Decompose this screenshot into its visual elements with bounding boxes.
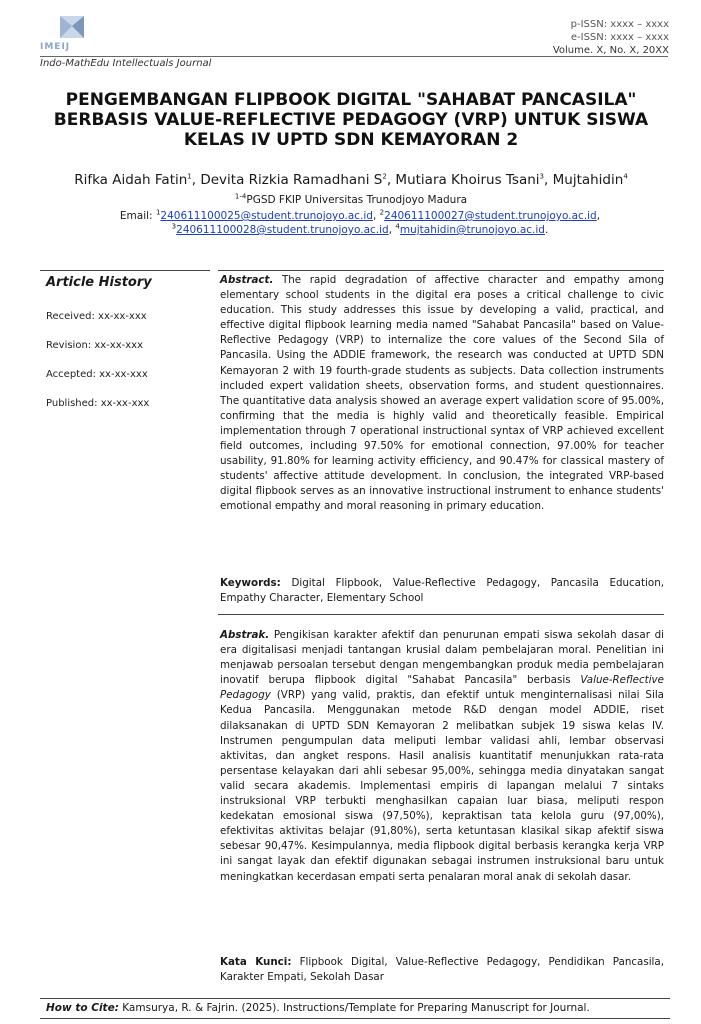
email-sup: 3 bbox=[171, 222, 177, 231]
abstrak-text-after: (VRP) yang valid, praktis, dan efektif untuk menginternalisasi nilai Sila Kedua Pancasila. Menggunakan metode R&D dengan model ADDIE, riset dilaksanakan di UPTD SDN Kemayoran 2 melibatkan subjek 19 siswa kelas IV. Instrumen pengumpulan data meliputi lembar validasi ahli, lembar observasi aktivitas, dan angket respons. Hasil analisis kuantitatif menunjukkan rata-rata persentase kelayakan dari ahli sebesar 95,00%, sehingga media dinyatakan sangat valid secara akademis. Implementasi empiris di lapangan melalui 7 sintaks instruksional VRP terbukti menghasilkan capaian luar biasa, meliputi respon kedekatan emosional siswa (97,50%), kepraktisan tata kelola guru (97,00%), efektivitas aktivitas belajar (91,80%), serta ketuntasan klasikal sikap afektif siswa sebesar 90,47%. Kesimpulannya, media flipbook digital berbasis kerangka kerja VRP ini sangat layak dan efektif digunakan sebagai instrumen instruksional baru untuk meningkatkan kecerdasan empati serta penalaran moral anak di sekolah dasar. bbox=[220, 689, 664, 883]
journal-logo bbox=[40, 14, 96, 60]
received-date: Received: xx-xx-xxx bbox=[46, 311, 147, 322]
affiliation bbox=[38, 194, 664, 206]
citation-rule bbox=[40, 998, 670, 999]
email-label: Email: bbox=[119, 210, 153, 222]
email-link[interactable]: 240611100028@student.trunojoyo.ac.id bbox=[176, 224, 389, 236]
journal-name: Indo-MathEdu Intellectuals Journal bbox=[40, 58, 212, 69]
journal-logo-icon bbox=[58, 14, 86, 40]
accepted-date: Accepted: xx-xx-xxx bbox=[46, 369, 148, 380]
published-date: Published: xx-xx-xxx bbox=[46, 398, 150, 409]
abstract bbox=[220, 273, 664, 515]
kata-kunci-text: Flipbook Digital, Value-Reflective Pedagogy, Pendidikan Pancasila, Karakter Empati, Sekolah Dasar bbox=[220, 956, 664, 983]
abstrak-text-before: Pengikisan karakter afektif dan penurunan empati siswa sekolah dasar di era digitalisasi menjadi tantangan krusial dalam pembelajaran moral. Penelitian ini menjawab persoalan tersebut dengan mengembangkan produk media pembelajaran inovatif berupa flipbook digital "Sahabat Pancasila" berbasis bbox=[220, 629, 664, 687]
abstrak bbox=[220, 628, 664, 885]
keywords-label: Keywords: bbox=[220, 577, 281, 589]
paper-title: PENGEMBANGAN FLIPBOOK DIGITAL "SAHABAT PANCASILA" BERBASIS VALUE-REFLECTIVE PEDAGOGY (VRP) UNTUK SISWA KELAS IV UPTD SDN KEMAYORAN 2 bbox=[53, 90, 649, 150]
volume-info: Volume. X, No. X, 20XX bbox=[552, 45, 669, 56]
abstract-text: The rapid degradation of affective character and empathy among elementary school students in the digital era poses a critical challenge to civic education. This study addresses this issue by developing a valid, practical, and effective digital flipbook learning media named "Sahabat Pancasila" based on Value-Reflective Pedagogy (VRP) to internalize the core values of the Second Sila of Pancasila. Using the ADDIE framework, the research was conducted at UPTD SDN Kemayoran 2 with 19 fourth-grade students as subjects. Data collection instruments included expert validation sheets, observation forms, and student questionnaires. The quantitative data analysis showed an average expert validation score of 95.00%, confirming that the media is highly valid and theoretically feasible. Empirical implementation through 7 operational instructional syntax of VRP achieved excellent field outcomes, including 97.50% for emotional connection, 97.00% for teacher usability, 91.80% for learning activity efficiency, and 90.47% for classical mastery of students' affective attitude development. In conclusion, the integrated VRP-based digital flipbook serves as an innovative instructional instrument to enhance students' emotional empathy and moral reasoning in primary education. bbox=[220, 274, 664, 513]
email-link[interactable]: mujtahidin@trunojoyo.ac.id bbox=[399, 224, 545, 236]
email-sup: 1 bbox=[155, 208, 161, 217]
author-name: Devita Rizkia Ramadhani S bbox=[200, 172, 383, 188]
kata-kunci bbox=[220, 955, 664, 985]
email-link[interactable]: 240611100027@student.trunojoyo.ac.id bbox=[384, 210, 597, 222]
history-rule bbox=[40, 270, 210, 271]
affiliation-text: PGSD FKIP Universitas Trunodjoyo Madura bbox=[246, 194, 468, 206]
how-to-cite bbox=[46, 1002, 676, 1014]
author-list: Rifka Aidah Fatin$^1$, Devita Rizkia Ramadhani $S^2$, Mutiara Khoirus Tsani$^3$, Mujtahidin$^4$ bbox=[74, 172, 628, 188]
keywords bbox=[220, 576, 664, 606]
abstract-label: Abstract. bbox=[220, 274, 274, 286]
revision-date: Revision: xx-xx-xxx bbox=[46, 340, 143, 351]
author-sup: 3 bbox=[539, 172, 545, 181]
e-issn: e-ISSN: xxxx – xxxx bbox=[570, 32, 669, 43]
article-history-title: Article History bbox=[46, 275, 152, 290]
citation-text: Kamsurya, R. & Fajrin. (2025). Instructions/Template for Preparing Manuscript for Journal. bbox=[122, 1002, 590, 1014]
kata-kunci-label: Kata Kunci: bbox=[220, 956, 292, 968]
email-sup: 4 bbox=[395, 222, 400, 231]
abstrak-label: Abstrak. bbox=[220, 629, 270, 641]
p-issn: p-ISSN: xxxx – xxxx bbox=[570, 19, 669, 30]
citation-rule-bottom bbox=[40, 1018, 670, 1019]
author-sup: 1 bbox=[187, 172, 192, 181]
author-sup: 2 bbox=[382, 172, 387, 181]
author-name: Rifka Aidah Fatin bbox=[74, 172, 188, 188]
keywords-text: Digital Flipbook, Value-Reflective Pedagogy, Pancasila Education, Empathy Character, Elementary School bbox=[220, 577, 664, 604]
citation-label: How to Cite: bbox=[46, 1002, 119, 1014]
email-sup: 2 bbox=[379, 208, 385, 217]
section-divider bbox=[218, 614, 664, 615]
affiliation-sup: 1-4 bbox=[234, 192, 247, 201]
logo-text: IMEIJ bbox=[40, 42, 71, 52]
abstrak-text-italic: Value-Reflective Pedagogy bbox=[220, 674, 664, 702]
abstract-rule bbox=[218, 270, 664, 271]
author-name: Mutiara Khoirus Tsani bbox=[395, 172, 540, 188]
issn-block bbox=[553, 18, 669, 57]
author-sup: 4 bbox=[623, 172, 628, 181]
email-link[interactable]: 240611100025@student.trunojoyo.ac.id bbox=[160, 210, 373, 222]
email-list: Email: $^1$240611100025@student.trunojoyo.ac.id, $^2$240611100027@student.trunojoyo.ac.id, $^3$240611100028@student.trunojoyo.ac.id, $^4$mujtahidin@trunojoyo.ac.id. bbox=[119, 208, 601, 236]
author-name: Mujtahidin bbox=[552, 172, 624, 188]
